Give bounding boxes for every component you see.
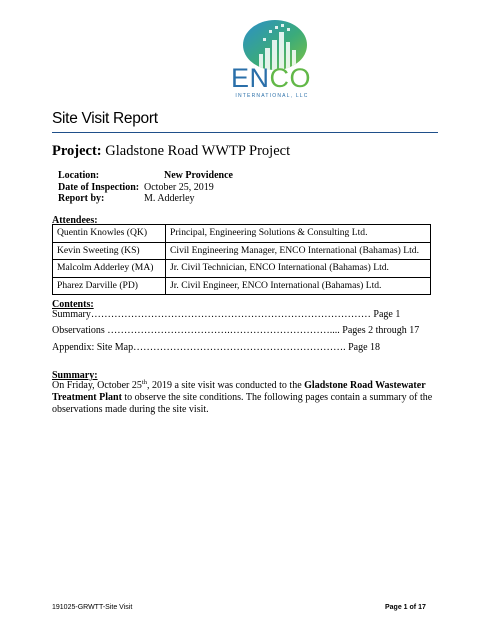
summary-text-1: On Friday, October 25 <box>52 380 142 391</box>
attendees-table <box>52 224 431 295</box>
inspection-info <box>58 170 233 205</box>
table-row <box>53 260 431 278</box>
toc-entry-summary[interactable]: Summary………………………………………………………………………… Page 1 <box>52 309 401 320</box>
attendee-name: Pharez Darville (PD) <box>53 277 166 295</box>
logo-wordmark <box>231 63 311 93</box>
table-row <box>53 225 431 243</box>
info-label: Location: <box>58 170 100 181</box>
summary-heading: Summary: <box>52 370 98 381</box>
toc-entry-appendix[interactable]: Appendix: Site Map………………………………………………………. Page 18 <box>52 342 381 353</box>
summary-paragraph <box>52 380 434 416</box>
summary-text-3: to observe the site conditions. The following pages contain a summary of the observations made during the site visit. <box>52 392 433 415</box>
attendee-role: Jr. Civil Technician, ENCO International (Bahamas) Ltd. <box>166 260 431 278</box>
attendee-role: Principal, Engineering Solutions & Consulting Ltd. <box>166 225 431 243</box>
logo-word-en: EN <box>231 63 270 93</box>
contents-heading: Contents: <box>52 299 94 310</box>
summary-ordinal: th <box>141 379 147 386</box>
info-label: Date of Inspection: <box>58 181 140 193</box>
attendees-heading: Attendees: <box>52 215 98 226</box>
document-title: Site Visit Report <box>52 110 158 127</box>
project-label: Project: <box>52 143 102 159</box>
title-underline <box>52 132 438 133</box>
project-line <box>52 143 290 160</box>
footer-page-number: Page 1 of 17 <box>385 604 426 611</box>
info-label: Report by: <box>58 193 105 204</box>
attendee-role: Civil Engineering Manager, ENCO International (Bahamas) Ltd. <box>166 242 431 260</box>
logo-subtitle: INTERNATIONAL, LLC <box>235 93 309 99</box>
project-name: Gladstone Road WWTP Project <box>105 143 291 159</box>
attendee-role: Jr. Civil Engineer, ENCO International (Bahamas) Ltd. <box>166 277 431 295</box>
info-value: October 25, 2019 <box>144 181 214 193</box>
info-row-date <box>58 182 233 194</box>
table-row <box>53 242 431 260</box>
attendee-name: Quentin Knowles (QK) <box>53 225 166 243</box>
info-value: New Providence <box>164 170 233 181</box>
toc-entry-observations[interactable]: Observations ……………………………….………………………….... Pages 2 through 17 <box>52 325 420 336</box>
attendee-name: Malcolm Adderley (MA) <box>53 260 166 278</box>
summary-plant-name: Gladstone Road Wastewater Treatment Plant <box>52 380 426 403</box>
attendee-name: Kevin Sweeting (KS) <box>53 242 166 260</box>
logo-word-co: CO <box>269 63 312 93</box>
summary-text-2: , 2019 a site visit was conducted to the <box>146 380 305 391</box>
info-value: M. Adderley <box>144 193 195 204</box>
info-row-location <box>58 170 233 182</box>
footer-document-id: 191025-GRWTT-Site Visit <box>52 604 133 611</box>
info-row-report-by <box>58 193 233 205</box>
table-row <box>53 277 431 295</box>
